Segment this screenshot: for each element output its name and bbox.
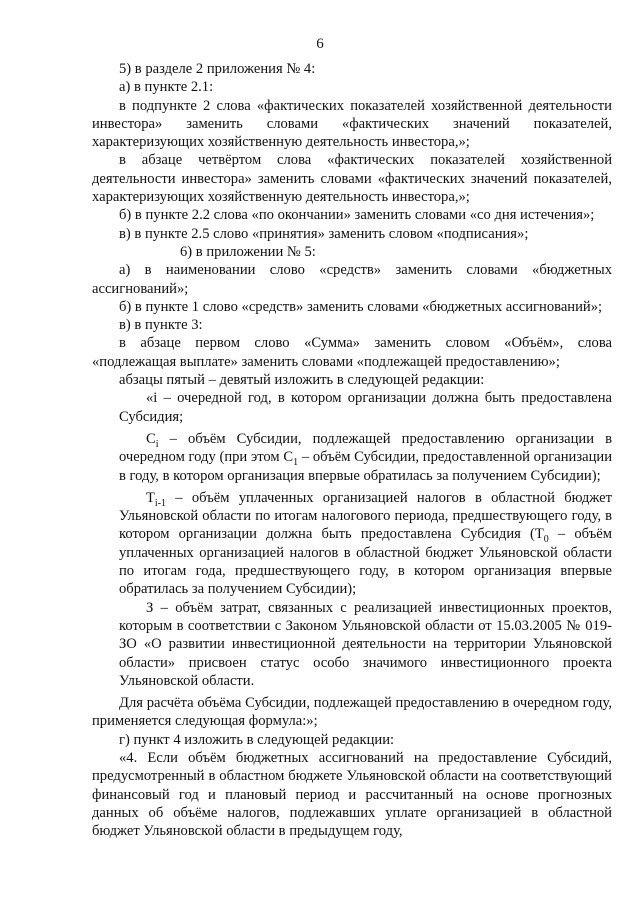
paragraph-fourth-abzac: в абзаце четвёртом слова «фактических показателей хозяйственной деятельности инвестора» заменить словами «фактических значений показателей, характеризующих хозяйственную деятельность инвестора,»;	[92, 152, 612, 206]
paragraph-abzacy-5-9: абзацы пятый – девятый изложить в следующей редакции:	[119, 372, 485, 389]
paragraph-point-4: «4. Если объём бюджетных ассигнований на предоставление Субсидий, предусмотренный в областном бюджете Ульяновской области на соответствующий финансовый год и плановый период и рассчитанный на основе прогнозных данных об объёме налогов, подлежавших уплате организацией в областной бюджет Ульяновской области в предыдущем году,	[92, 749, 612, 840]
paragraph-item-5: 5) в разделе 2 приложения № 4:	[119, 61, 316, 77]
definition-c-i: $C_i$ – объём Субсидии, подлежащей предоставлению организации в очередном году (при этом $C_1$ – объём Субсидии, предоставленной организации в году, в котором организация впервые обратилась за получением Субсидии);	[119, 430, 612, 484]
document-body	[92, 60, 612, 840]
paragraph-item-6: 6) в приложении № 5:	[180, 243, 316, 260]
paragraph-subitem-a: а) в пункте 2.1:	[119, 79, 214, 96]
paragraph-subpoint-2: в подпункте 2 слова «фактических показателей хозяйственной деятельности инвестора» заменить словами «фактических значений показателей, характеризующих хозяйственную деятельность инвестора,»;	[92, 97, 612, 151]
paragraph-appendix5-a: а) в наименовании слово «средств» заменить словами «бюджетных ассигнований»;	[92, 262, 612, 297]
paragraph-appendix5-b: б) в пункте 1 слово «средств» заменить словами «бюджетных ассигнований»;	[119, 298, 603, 315]
paragraph-formula-intro: Для расчёта объёма Субсидии, подлежащей предоставлению в очередном году, применяется следующая формула:»;	[92, 695, 612, 730]
paragraph-subitem-b: б) в пункте 2.2 слова «по окончании» заменить словами «со дня истечения»;	[119, 207, 595, 224]
definition-z: З – объём затрат, связанных с реализацией инвестиционных проектов, которым в соответствии с Законом Ульяновской области от 15.03.2005 № 019-ЗО «О развитии инвестиционной деятельности на территории Ульяновской области» присвоен статус особо значимого инвестиционного проекта Ульяновской области.	[119, 599, 612, 689]
page-number: 6	[316, 36, 324, 52]
paragraph-first-abzac: в абзаце первом слово «Сумма» заменить словом «Объём», слова «подлежащая выплате» заменить словами «подлежащей предоставлению»;	[92, 335, 612, 370]
formula-definitions-block	[119, 389, 612, 690]
paragraph-item-g: г) пункт 4 изложить в следующей редакции:	[119, 731, 395, 748]
definition-i: «i – очередной год, в котором организации должна быть предоставлена Субсидия;	[119, 390, 612, 425]
paragraph-appendix5-v: в) в пункте 3:	[119, 317, 203, 334]
paragraph-subitem-v: в) в пункте 2.5 слово «принятия» заменить словом «подписания»;	[119, 225, 529, 242]
definition-t-i-1: $T_{i-1}$ – объём уплаченных организацией налогов в областной бюджет Ульяновской области по итогам налогового периода, предшествующего году, в котором организации должна быть предоставлена Субсидия ($T_0$ – объём уплаченных организацией налогов в областной бюджет Ульяновской области по итогам года, предшествующего году, в котором организация впервые обратилась за получением Субсидии);	[119, 489, 612, 598]
